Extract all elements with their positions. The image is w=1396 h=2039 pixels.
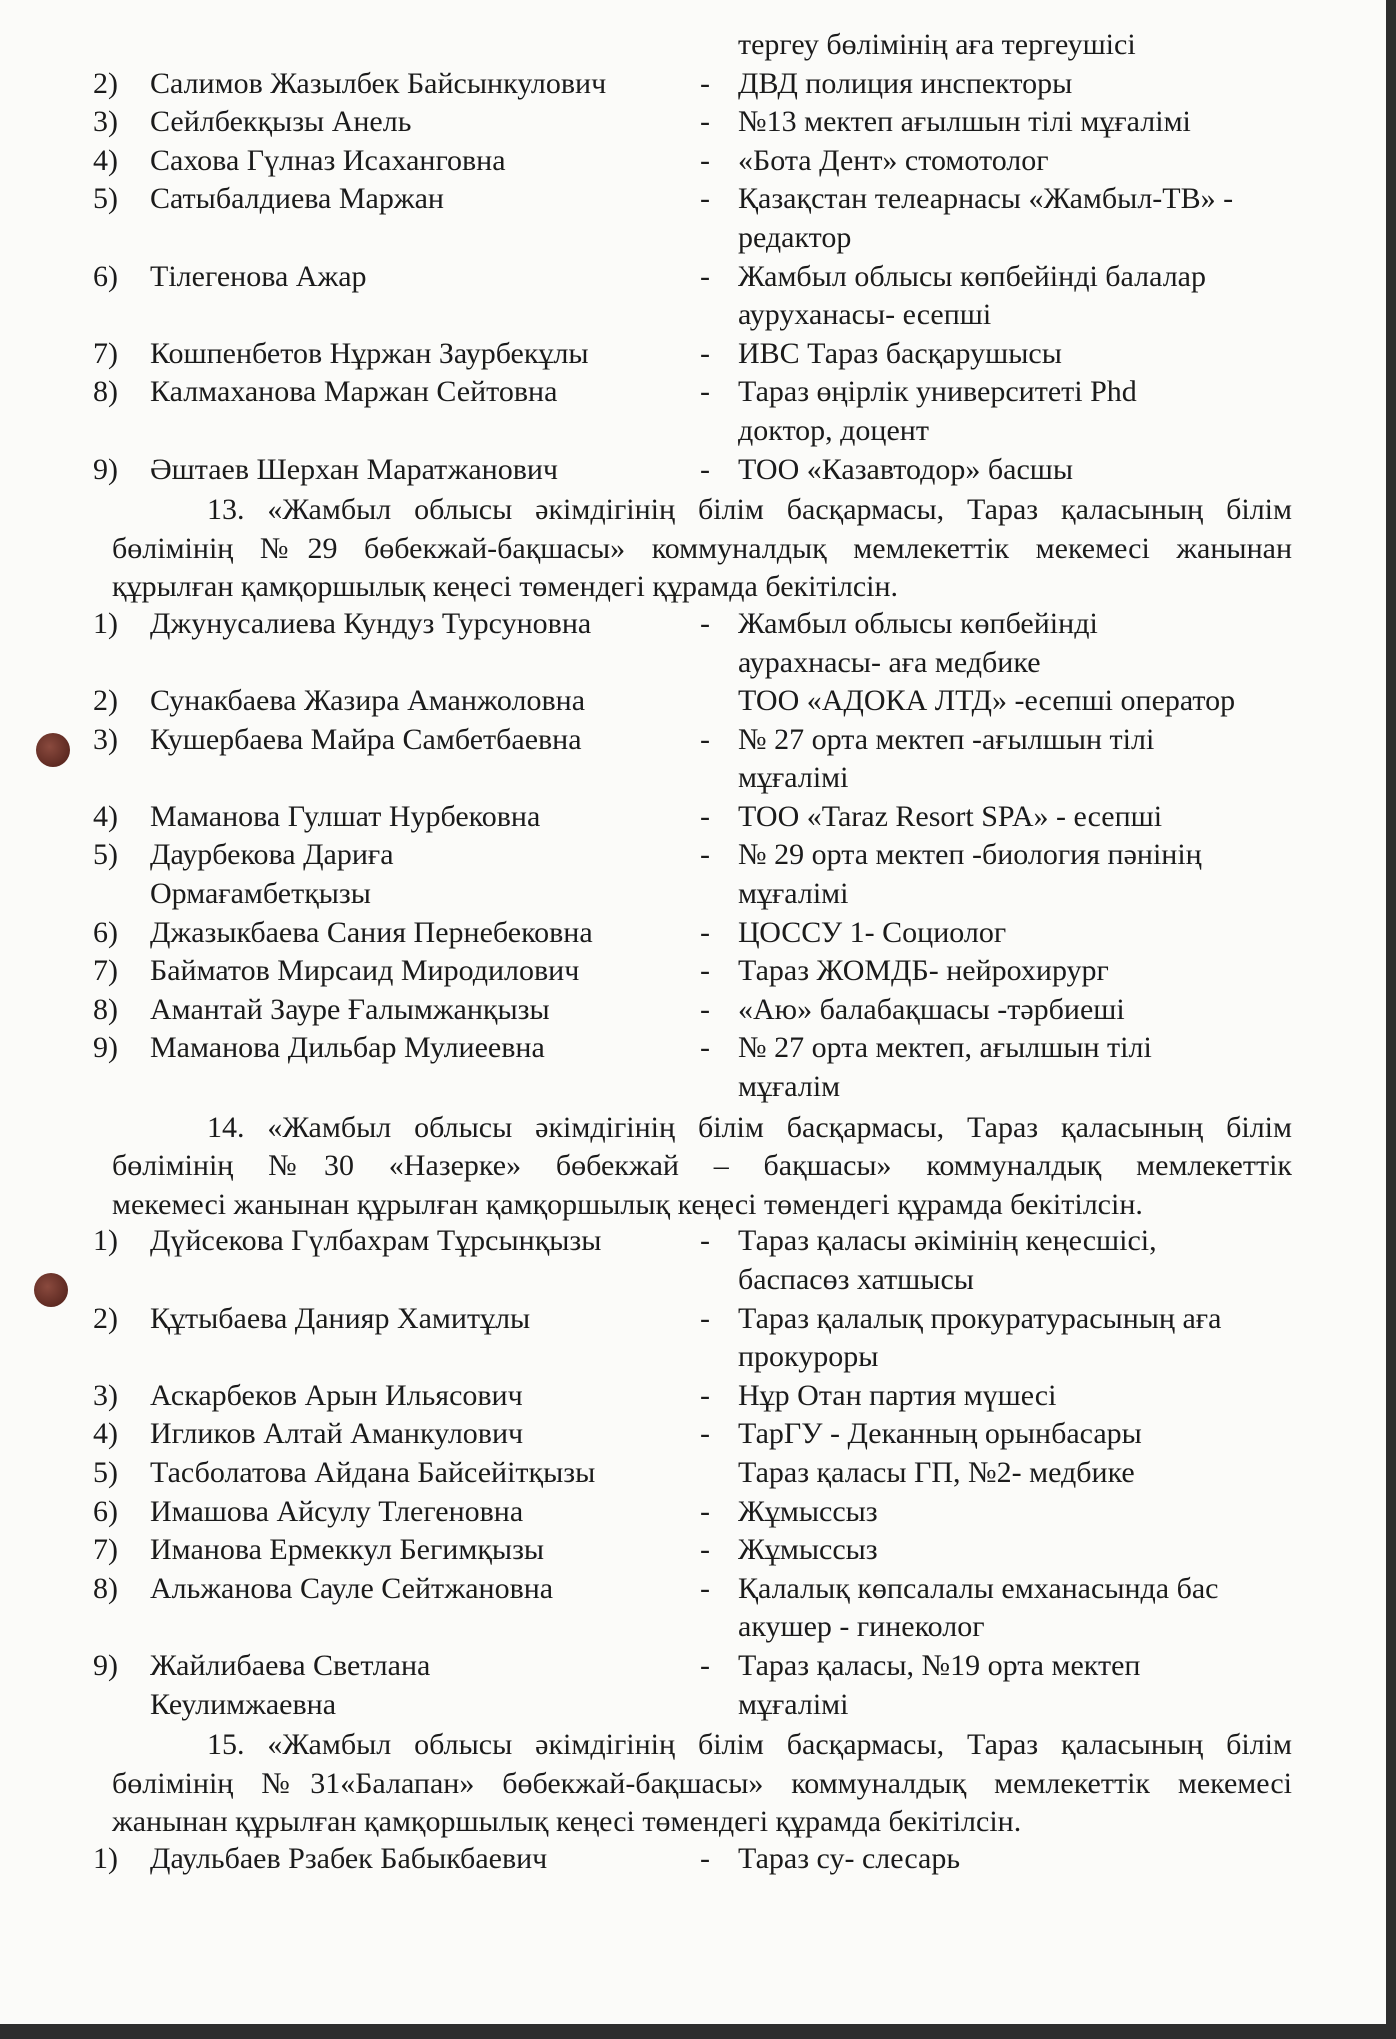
- member-position: «Аю» балабақшасы -тәрбиеші: [738, 992, 1125, 1026]
- member-name: Амантай Зауре Ғалымжанқызы: [150, 992, 550, 1026]
- item-number: 9): [93, 1031, 118, 1065]
- list-row: [0, 646, 1386, 685]
- item-number: 4): [93, 1417, 118, 1451]
- separator-dash: -: [700, 1841, 710, 1875]
- member-position: Жамбыл облысы көпбейінді балалар: [738, 259, 1206, 293]
- section-paragraph: [0, 1109, 1386, 1225]
- list-row: [0, 221, 1386, 260]
- separator-dash: -: [700, 1301, 710, 1335]
- item-number: 2): [93, 1301, 118, 1335]
- separator-dash: -: [700, 66, 710, 100]
- list-row: [0, 761, 1386, 800]
- item-number: 9): [93, 1648, 118, 1682]
- member-position: Қазақстан телеарнасы «Жамбыл-ТВ» -: [738, 182, 1234, 216]
- item-number: 1): [93, 1841, 118, 1875]
- member-name: Сунакбаева Жазира Аманжоловна: [150, 684, 586, 718]
- list-row: [0, 838, 1386, 877]
- list-row: [0, 453, 1386, 492]
- item-number: 5): [93, 838, 118, 872]
- item-number: 2): [93, 66, 118, 100]
- member-name: Жайлибаева Светлана: [150, 1648, 431, 1682]
- separator-dash: -: [700, 799, 710, 833]
- member-position: № 27 орта мектеп -ағылшын тілі: [738, 722, 1155, 756]
- document-body: [0, 28, 1386, 1881]
- list-row: [0, 1379, 1386, 1418]
- member-name: Құтыбаева Данияр Хамитұлы: [150, 1301, 531, 1335]
- punch-hole-1: [36, 733, 70, 767]
- list-row: [0, 723, 1386, 762]
- item-number: 1): [93, 606, 118, 640]
- list-row: [0, 1649, 1386, 1688]
- member-position: Жамбыл облысы көпбейінді: [738, 606, 1098, 640]
- separator-dash: -: [700, 606, 710, 640]
- item-number: 9): [93, 452, 118, 486]
- member-position: акушер - гинеколог: [738, 1610, 985, 1644]
- member-position: доктор, доцент: [738, 413, 929, 447]
- separator-dash: -: [700, 915, 710, 949]
- member-position: ЦОССУ 1- Социолог: [738, 915, 1007, 949]
- paragraph-line: құрылған қамқоршылық кеңесі төмендегі құрамда бекітілсін.: [112, 570, 899, 604]
- member-position: Нұр Отан партия мүшесі: [738, 1378, 1057, 1412]
- list-row: [0, 28, 1386, 67]
- separator-dash: -: [700, 1648, 710, 1682]
- member-position: редактор: [738, 220, 852, 254]
- member-name: Маманова Дильбар Мулиеевна: [150, 1031, 545, 1065]
- separator-dash: -: [700, 105, 710, 139]
- member-position: мұғалімі: [738, 761, 849, 795]
- member-position: тергеу бөлімінің аға тергеушісі: [738, 28, 1136, 61]
- paragraph-line: бөлімінің №31«Балапан» бөбекжай-бақшасы» коммуналдық мемлекеттік мекемесі: [112, 1766, 1292, 1800]
- member-position: мұғалім: [738, 1070, 841, 1104]
- member-name: Аскарбеков Арын Ильясович: [150, 1378, 523, 1412]
- list-row: [0, 1070, 1386, 1109]
- member-position: мұғалімі: [738, 877, 849, 911]
- member-name: Сатыбалдиева Маржан: [150, 182, 444, 216]
- item-number: 4): [93, 799, 118, 833]
- member-name: Джунусалиева Кундуз Турсуновна: [150, 606, 592, 640]
- list-row: [0, 375, 1386, 414]
- member-name: Кушербаева Майра Самбетбаевна: [150, 722, 582, 756]
- list-row: [0, 67, 1386, 106]
- member-position: ИВС Тараз басқарушысы: [738, 336, 1062, 370]
- separator-dash: -: [700, 143, 710, 177]
- separator-dash: -: [700, 452, 710, 486]
- item-number: 6): [93, 259, 118, 293]
- item-number: 6): [93, 1494, 118, 1528]
- separator-dash: -: [700, 1224, 710, 1258]
- list-row: [0, 684, 1386, 723]
- member-position: аурахнасы- аға медбике: [738, 645, 1041, 679]
- member-name: Сейлбекқызы Анель: [150, 105, 412, 139]
- section-paragraph: [0, 1726, 1386, 1842]
- separator-dash: -: [700, 182, 710, 216]
- item-number: 4): [93, 143, 118, 177]
- member-position: мұғалімі: [738, 1687, 849, 1721]
- member-position: Жұмыссыз: [738, 1533, 878, 1567]
- member-name: Игликов Алтай Аманкулович: [150, 1417, 524, 1451]
- separator-dash: -: [700, 1533, 710, 1567]
- member-position: ДВД полиция инспекторы: [738, 66, 1073, 100]
- list-row: [0, 1610, 1386, 1649]
- member-position: «Бота Дент» стомотолог: [738, 143, 1049, 177]
- member-name: Маманова Гулшат Нурбековна: [150, 799, 541, 833]
- member-name: Байматов Мирсаид Миродилович: [150, 954, 580, 988]
- list-row: [0, 877, 1386, 916]
- item-number: 5): [93, 182, 118, 216]
- member-position: Тараз су- слесарь: [738, 1841, 960, 1875]
- item-number: 2): [93, 684, 118, 718]
- member-name: Имашова Айсулу Тлегеновна: [150, 1494, 524, 1528]
- member-position: Тараз қаласы ГП, №2- медбике: [738, 1455, 1135, 1489]
- list-row: [0, 1417, 1386, 1456]
- separator-dash: -: [700, 838, 710, 872]
- separator-dash: -: [700, 722, 710, 756]
- member-name: Альжанова Сауле Сейтжановна: [150, 1571, 554, 1605]
- member-name: Даульбаев Рзабек Бабыкбаевич: [150, 1841, 548, 1875]
- separator-dash: -: [700, 336, 710, 370]
- member-name: Әштаев Шерхан Маратжанович: [150, 452, 559, 486]
- list-row: [0, 182, 1386, 221]
- paragraph-line: 14. «Жамбыл облысы әкімдігінің білім басқармасы, Тараз қаласының білім: [207, 1110, 1292, 1144]
- paragraph-line: бөлімінің №30 «Назерке» бөбекжай – бақшасы» коммуналдық мемлекеттік: [112, 1149, 1292, 1183]
- list-row: [0, 144, 1386, 183]
- item-number: 7): [93, 1533, 118, 1567]
- member-name: Кошпенбетов Нұржан Заурбекұлы: [150, 336, 589, 370]
- list-row: [0, 1456, 1386, 1495]
- item-number: 5): [93, 1455, 118, 1489]
- punch-hole-2: [34, 1273, 68, 1307]
- separator-dash: -: [700, 1417, 710, 1451]
- page-shadow-bottom: [0, 2024, 1396, 2039]
- section-paragraph: [0, 491, 1386, 607]
- paragraph-line: 13. «Жамбыл облысы әкімдігінің білім басқармасы, Тараз қаласының білім: [207, 493, 1292, 527]
- separator-dash: -: [700, 375, 710, 409]
- item-number: 8): [93, 1571, 118, 1605]
- separator-dash: -: [700, 1494, 710, 1528]
- item-number: 8): [93, 992, 118, 1026]
- paragraph-line: бөлімінің №29 бөбекжай-бақшасы» коммуналдық мемлекеттік мекемесі жанынан: [112, 531, 1292, 565]
- list-row: [0, 916, 1386, 955]
- list-row: [0, 1842, 1386, 1881]
- member-position: Қалалық көпсалалы емханасында бас: [738, 1571, 1219, 1605]
- member-position: ауруханасы- есепші: [738, 298, 992, 332]
- separator-dash: -: [700, 1378, 710, 1412]
- member-position: ТОО «АДОКА ЛТД» -есепші оператор: [738, 684, 1236, 718]
- list-row: [0, 800, 1386, 839]
- separator-dash: -: [700, 1031, 710, 1065]
- separator-dash: -: [700, 259, 710, 293]
- paragraph-line: жанынан құрылған қамқоршылық кеңесі төмендегі құрамда бекітілсін.: [112, 1805, 1022, 1839]
- item-number: 8): [93, 375, 118, 409]
- list-row: [0, 298, 1386, 337]
- list-row: [0, 1263, 1386, 1302]
- member-name: Сахова Гүлназ Исаханговна: [150, 143, 506, 177]
- member-position: Жұмыссыз: [738, 1494, 878, 1528]
- member-position: баспасөз хатшысы: [738, 1263, 974, 1296]
- item-number: 3): [93, 105, 118, 139]
- member-position: Тараз қалалық прокуратурасының аға: [738, 1301, 1222, 1335]
- member-name: Ормағамбетқызы: [150, 877, 371, 911]
- member-position: ТарГУ - Деканның орынбасары: [738, 1417, 1142, 1451]
- member-position: Тараз қаласы әкімінің кеңесшісі,: [738, 1224, 1157, 1258]
- item-number: 3): [93, 1378, 118, 1412]
- list-row: [0, 414, 1386, 453]
- list-row: [0, 1302, 1386, 1341]
- member-position: ТОО «Taraz Resort SPA» - есепші: [738, 799, 1163, 833]
- separator-dash: -: [700, 954, 710, 988]
- member-name: Кеулимжаевна: [150, 1687, 337, 1721]
- member-name: Калмаханова Маржан Сейтовна: [150, 375, 558, 409]
- item-number: 6): [93, 915, 118, 949]
- member-position: Тараз ЖОМДБ- нейрохирург: [738, 954, 1109, 988]
- page-shadow-right: [1386, 0, 1396, 2039]
- list-row: [0, 1224, 1386, 1263]
- list-row: [0, 260, 1386, 299]
- member-name: Дүйсекова Гүлбахрам Тұрсынқызы: [150, 1224, 602, 1258]
- member-name: Джазыкбаева Сания Пернебековна: [150, 915, 593, 949]
- member-name: Тасболатова Айдана Байсейітқызы: [150, 1455, 596, 1489]
- list-row: [0, 1495, 1386, 1534]
- list-row: [0, 1031, 1386, 1070]
- list-row: [0, 993, 1386, 1032]
- list-row: [0, 1572, 1386, 1611]
- member-position: Тараз қаласы, №19 орта мектеп: [738, 1648, 1141, 1682]
- list-row: [0, 954, 1386, 993]
- list-row: [0, 1340, 1386, 1379]
- member-name: Иманова Ермеккул Бегимқызы: [150, 1533, 545, 1567]
- paragraph-line: 15. «Жамбыл облысы әкімдігінің білім басқармасы, Тараз қаласының білім: [207, 1728, 1292, 1762]
- list-row: [0, 1688, 1386, 1727]
- item-number: 7): [93, 336, 118, 370]
- separator-dash: -: [700, 992, 710, 1026]
- item-number: 7): [93, 954, 118, 988]
- member-position: № 27 орта мектеп, ағылшын тілі: [738, 1031, 1152, 1065]
- member-name: Тілегенова Ажар: [150, 259, 367, 293]
- member-position: ТОО «Казавтодор» басшы: [738, 452, 1074, 486]
- member-position: прокуроры: [738, 1340, 879, 1374]
- member-name: Даурбекова Дариға: [150, 838, 394, 872]
- list-row: [0, 105, 1386, 144]
- member-name: Салимов Жазылбек Байсынкулович: [150, 66, 607, 100]
- member-position: № 29 орта мектеп -биология пәнінің: [738, 838, 1202, 872]
- list-row: [0, 607, 1386, 646]
- separator-dash: -: [700, 1571, 710, 1605]
- member-position: №13 мектеп ағылшын тілі мұғалімі: [738, 105, 1191, 139]
- item-number: 1): [93, 1224, 118, 1258]
- member-position: Тараз өңірлік университеті Phd: [738, 375, 1137, 409]
- item-number: 3): [93, 722, 118, 756]
- list-row: [0, 1533, 1386, 1572]
- list-row: [0, 337, 1386, 376]
- paragraph-line: мекемесі жанынан құрылған қамқоршылық кеңесі төмендегі құрамда бекітілсін.: [112, 1187, 1143, 1221]
